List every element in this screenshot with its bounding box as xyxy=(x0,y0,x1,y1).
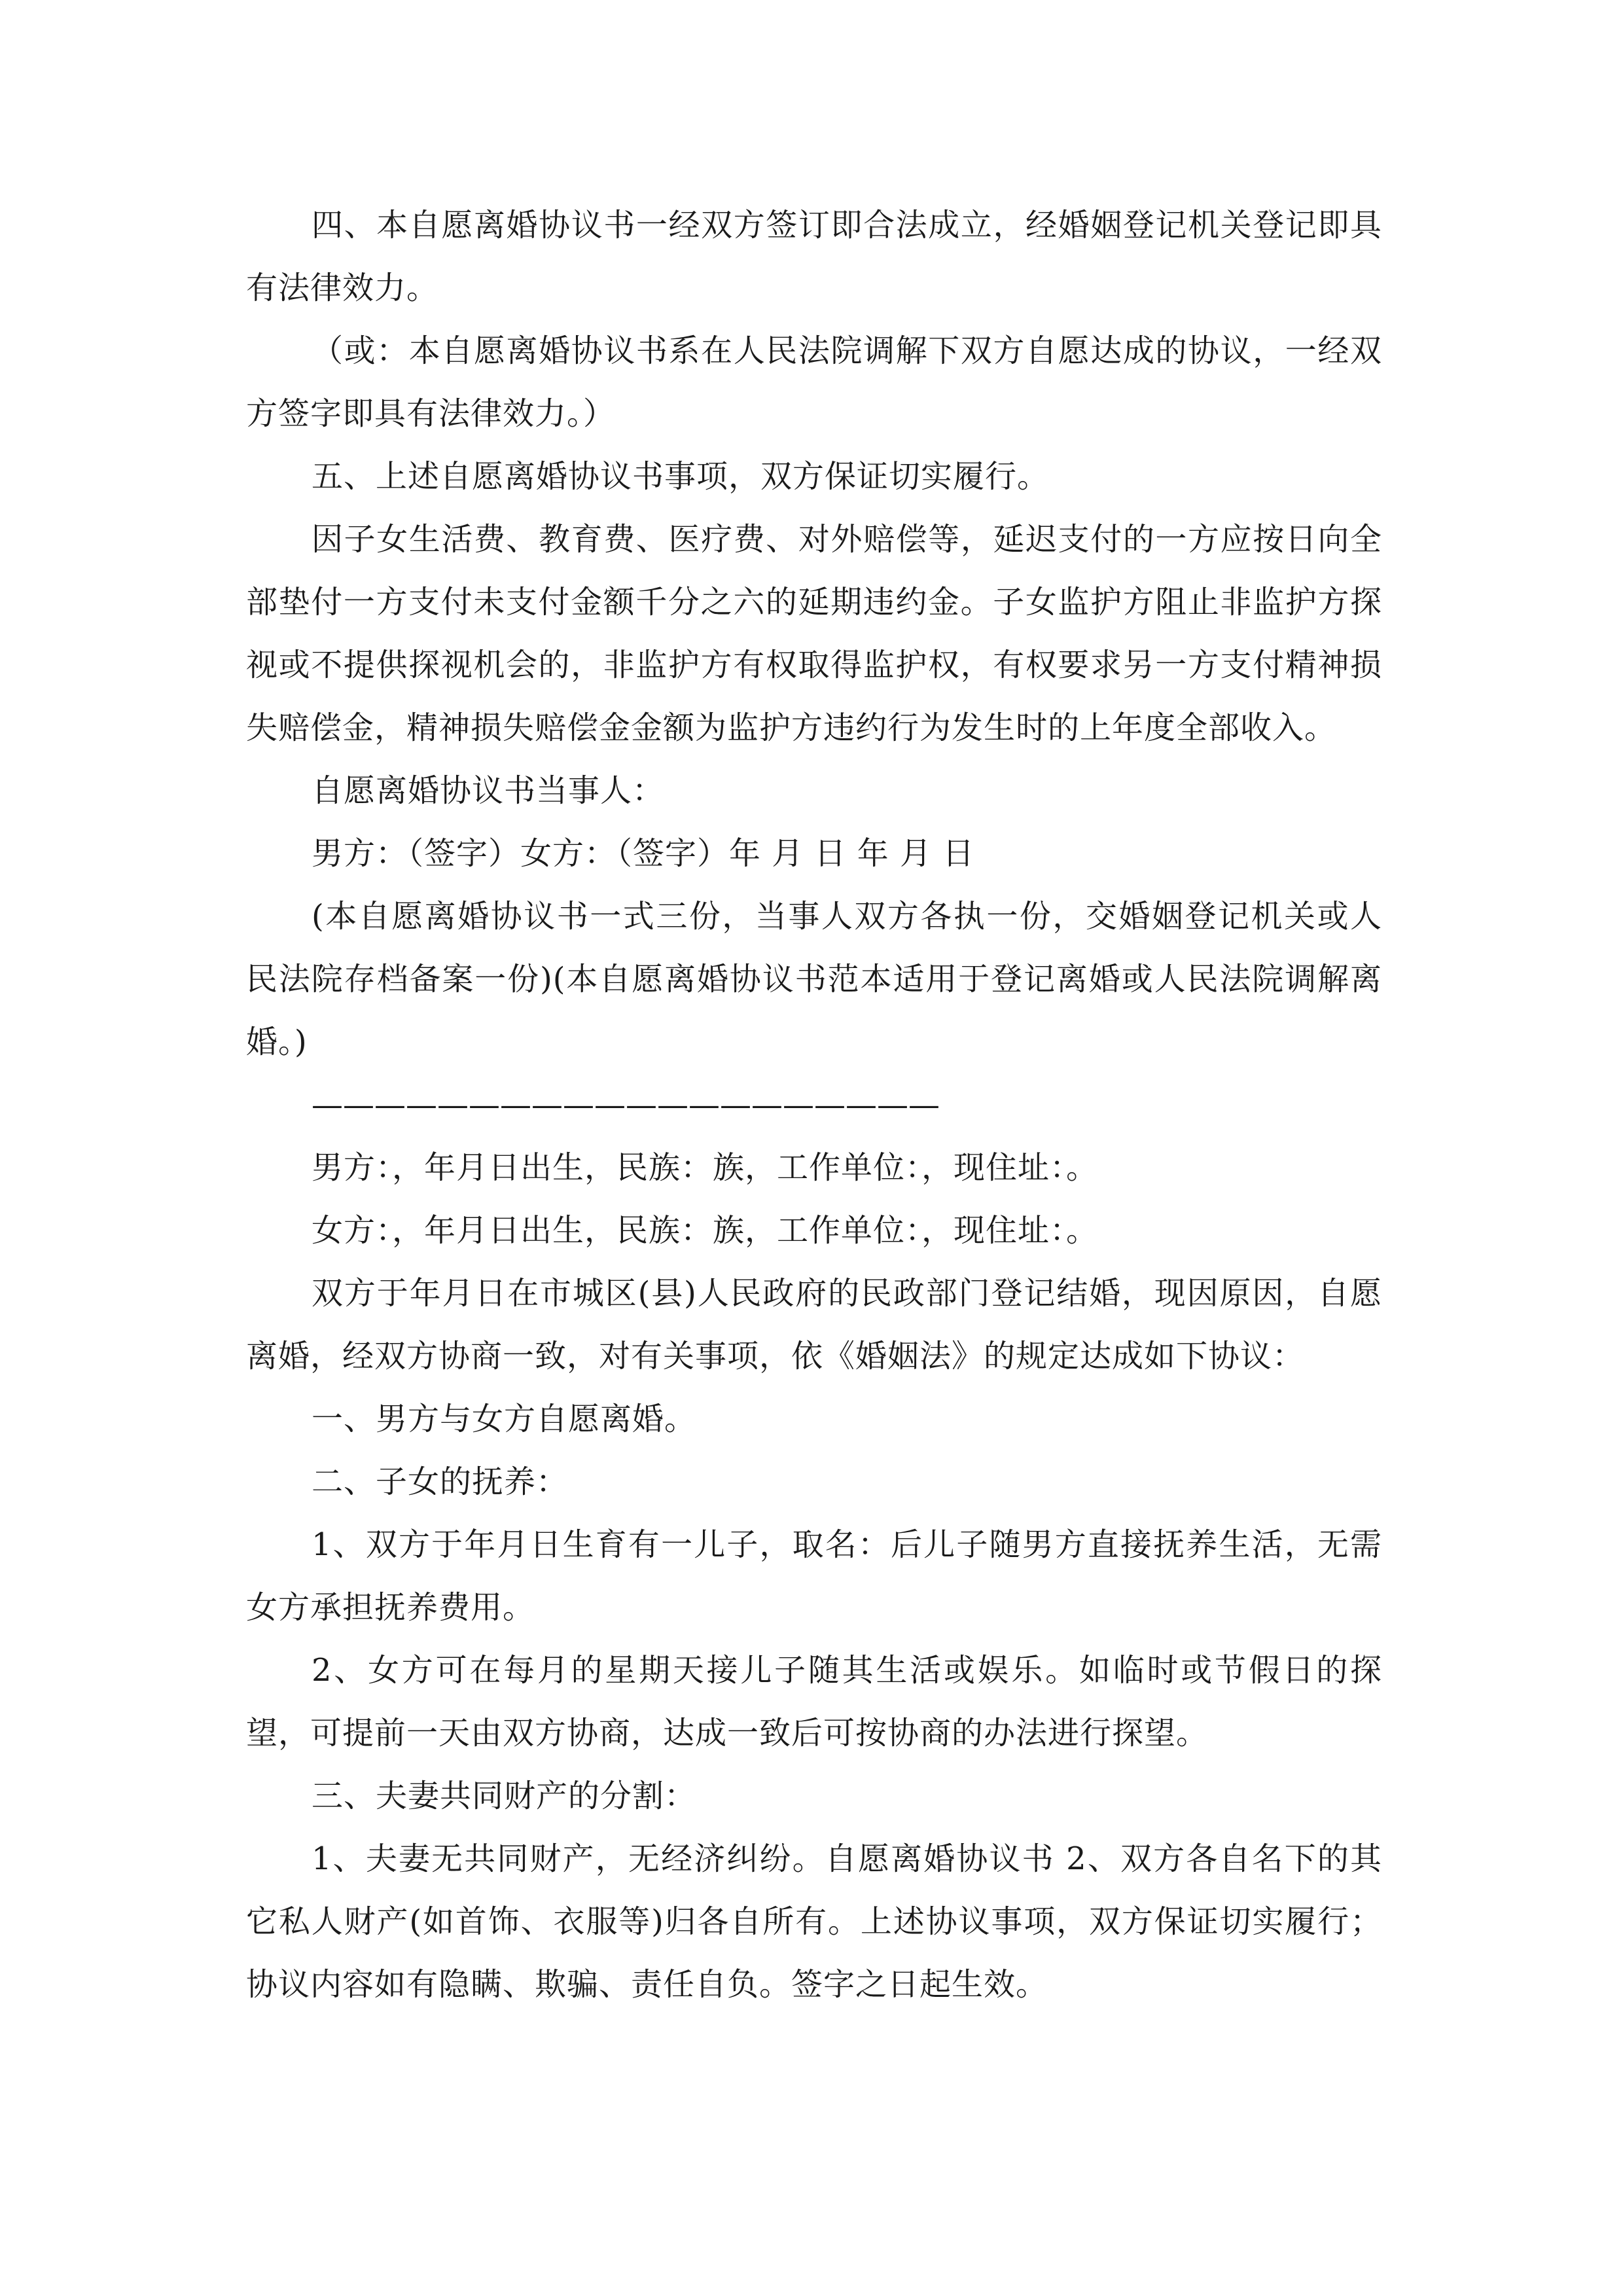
signature-line: 男方：（签字）女方：（签字）年 月 日 年 月 日 xyxy=(312,835,975,872)
document-body xyxy=(246,194,1382,2016)
husband-info: 男方：，年月日出生，民族：族，工作单位：，现住址：。 xyxy=(312,1149,1099,1186)
penalty-paragraph: 因子女生活费、教育费、医疗费、对外赔偿等，延迟支付的一方应按日向全部垫付一方支付未支付金额千分之六的延期违约金。子女监护方阻止非监护方探视或不提供探视机会的，非监护方有权取得监护权，有权要求另一方支付精神损失赔偿金，精神损失赔偿金金额为监护方违约行为发生时的上年度全部收入。 xyxy=(246,521,1382,746)
custody-item-2: 2、女方可在每月的星期天接儿子随其生活或娱乐。如临时或节假日的探望，可提前一天由双方协商，达成一致后可按协商的办法进行探望。 xyxy=(246,1652,1382,1751)
clause-five-performance: 五、上述自愿离婚协议书事项，双方保证切实履行。 xyxy=(312,458,1050,495)
separator-line: ———————————————————— xyxy=(312,1086,940,1123)
custody-item-1: 1、双方于年月日生育有一儿子，取名：后儿子随男方直接抚养生活，无需女方承担抚养费用。 xyxy=(246,1526,1382,1626)
marriage-background: 双方于年月日在市城区(县)人民政府的民政部门登记结婚，现因原因，自愿离婚，经双方协商一致，对有关事项，依《婚姻法》的规定达成如下协议： xyxy=(246,1275,1382,1374)
parties-heading: 自愿离婚协议书当事人： xyxy=(312,772,665,809)
wife-info: 女方：，年月日出生，民族：族，工作单位：，现住址：。 xyxy=(312,1212,1099,1249)
clause-four-effect: 四、本自愿离婚协议书一经双方签订即合法成立，经婚姻登记机关登记即具有法律效力。 xyxy=(246,207,1382,306)
clause-four-alternative: （或：本自愿离婚协议书系在人民法院调解下双方自愿达成的协议，一经双方签字即具有法律效力。） xyxy=(246,332,1382,432)
clause-two-heading: 二、子女的抚养： xyxy=(312,1463,569,1500)
clause-one-divorce: 一、男方与女方自愿离婚。 xyxy=(312,1401,697,1437)
property-item-1: 1、夫妻无共同财产，无经济纠纷。自愿离婚协议书 2、双方各自名下的其它私人财产(如首饰、衣服等)归各自所有。上述协议事项，双方保证切实履行；协议内容如有隐瞒、欺骗、责任自负。签字之日起生效。 xyxy=(246,1840,1382,2003)
copies-note: (本自愿离婚协议书一式三份，当事人双方各执一份，交婚姻登记机关或人民法院存档备案一份)(本自愿离婚协议书范本适用于登记离婚或人民法院调解离婚。) xyxy=(246,898,1382,1060)
clause-three-heading: 三、夫妻共同财产的分割： xyxy=(312,1778,697,1814)
